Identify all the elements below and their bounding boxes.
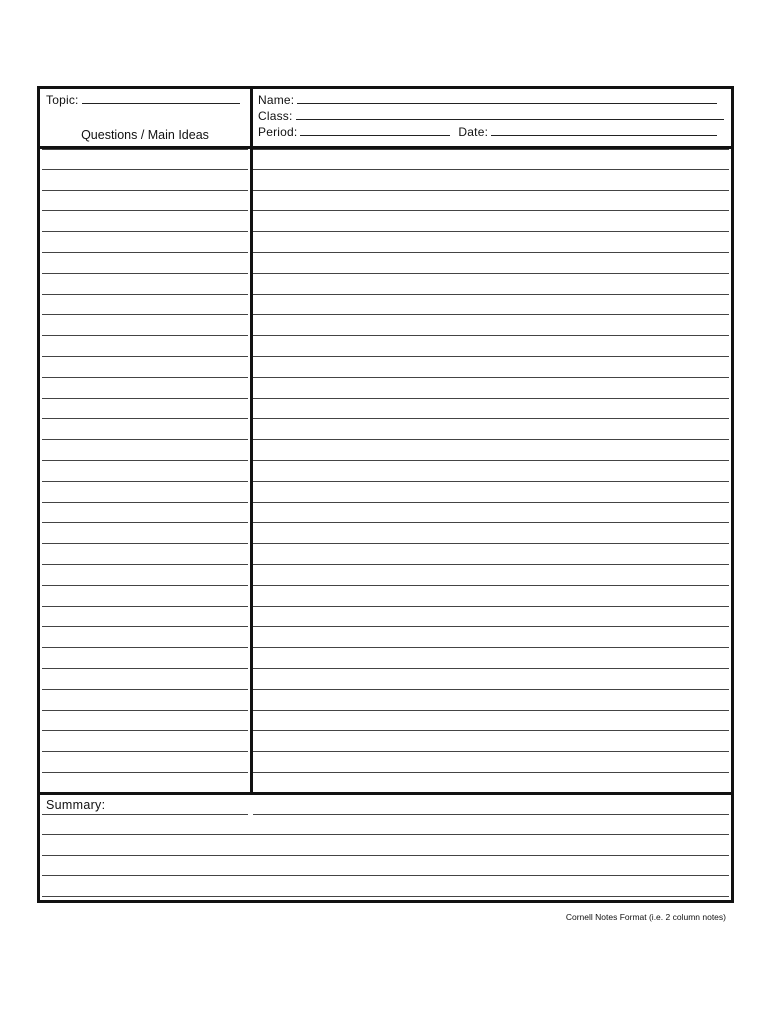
notes-row[interactable] [253, 295, 729, 316]
format-footnote: Cornell Notes Format (i.e. 2 column notes) [565, 912, 726, 922]
date-label: Date: [458, 125, 489, 139]
summary-section[interactable] [40, 792, 731, 903]
notes-row[interactable] [253, 773, 729, 794]
summary-row[interactable] [42, 876, 729, 897]
summary-row[interactable] [42, 835, 729, 856]
name-line [258, 92, 717, 107]
notes-row[interactable] [253, 461, 729, 482]
notes-row[interactable] [253, 544, 729, 565]
question-row[interactable] [42, 607, 248, 628]
notes-row[interactable] [253, 336, 729, 357]
notes-row[interactable] [253, 232, 729, 253]
question-row[interactable] [42, 315, 248, 336]
notes-row[interactable] [253, 690, 729, 711]
class-label: Class: [258, 109, 293, 123]
period-label: Period: [258, 125, 298, 139]
questions-column[interactable] [40, 149, 250, 815]
notes-row[interactable] [253, 170, 729, 191]
notes-row[interactable] [253, 149, 729, 170]
period-date-line [258, 124, 717, 139]
question-row[interactable] [42, 690, 248, 711]
question-row[interactable] [42, 191, 248, 212]
notes-row[interactable] [253, 315, 729, 336]
question-row[interactable] [42, 731, 248, 752]
question-row[interactable] [42, 399, 248, 420]
summary-lines[interactable] [42, 814, 729, 897]
notes-row[interactable] [253, 482, 729, 503]
question-row[interactable] [42, 565, 248, 586]
topic-label: Topic: [46, 93, 79, 107]
name-blank[interactable] [297, 92, 717, 104]
cornell-notes-sheet [37, 86, 734, 903]
notes-row[interactable] [253, 711, 729, 732]
question-row[interactable] [42, 378, 248, 399]
header-right-cell [253, 89, 731, 146]
class-blank[interactable] [296, 108, 724, 120]
question-row[interactable] [42, 627, 248, 648]
questions-main-ideas-heading: Questions / Main Ideas [81, 128, 209, 142]
notes-row[interactable] [253, 211, 729, 232]
question-row[interactable] [42, 482, 248, 503]
question-row[interactable] [42, 274, 248, 295]
notes-row[interactable] [253, 607, 729, 628]
question-row[interactable] [42, 544, 248, 565]
question-row[interactable] [42, 232, 248, 253]
notes-row[interactable] [253, 752, 729, 773]
question-row[interactable] [42, 440, 248, 461]
summary-label: Summary: [46, 798, 106, 812]
question-row[interactable] [42, 523, 248, 544]
header-section [40, 89, 731, 149]
summary-row[interactable] [42, 856, 729, 877]
notes-row[interactable] [253, 586, 729, 607]
question-row[interactable] [42, 253, 248, 274]
notes-row[interactable] [253, 648, 729, 669]
question-row[interactable] [42, 752, 248, 773]
question-row[interactable] [42, 773, 248, 794]
notes-row[interactable] [253, 627, 729, 648]
date-blank[interactable] [491, 124, 717, 136]
notes-row[interactable] [253, 357, 729, 378]
question-row[interactable] [42, 419, 248, 440]
question-row[interactable] [42, 336, 248, 357]
notes-row[interactable] [253, 523, 729, 544]
topic-line [46, 92, 240, 107]
notes-row[interactable] [253, 274, 729, 295]
header-left-cell [40, 89, 250, 146]
topic-blank[interactable] [82, 92, 240, 104]
question-row[interactable] [42, 711, 248, 732]
question-row[interactable] [42, 149, 248, 170]
notes-row[interactable] [253, 440, 729, 461]
notes-row[interactable] [253, 731, 729, 752]
class-line [258, 108, 724, 123]
notes-row[interactable] [253, 399, 729, 420]
notes-row[interactable] [253, 669, 729, 690]
notes-row[interactable] [253, 565, 729, 586]
notes-column[interactable] [253, 149, 731, 815]
notes-row[interactable] [253, 191, 729, 212]
question-row[interactable] [42, 586, 248, 607]
name-label: Name: [258, 93, 295, 107]
question-row[interactable] [42, 503, 248, 524]
summary-row[interactable] [42, 814, 729, 835]
notes-row[interactable] [253, 253, 729, 274]
notes-row[interactable] [253, 503, 729, 524]
question-row[interactable] [42, 357, 248, 378]
question-row[interactable] [42, 295, 248, 316]
period-blank[interactable] [300, 124, 450, 136]
question-row[interactable] [42, 170, 248, 191]
question-row[interactable] [42, 669, 248, 690]
notes-row[interactable] [253, 419, 729, 440]
question-row[interactable] [42, 461, 248, 482]
question-row[interactable] [42, 211, 248, 232]
notes-row[interactable] [253, 378, 729, 399]
question-row[interactable] [42, 648, 248, 669]
